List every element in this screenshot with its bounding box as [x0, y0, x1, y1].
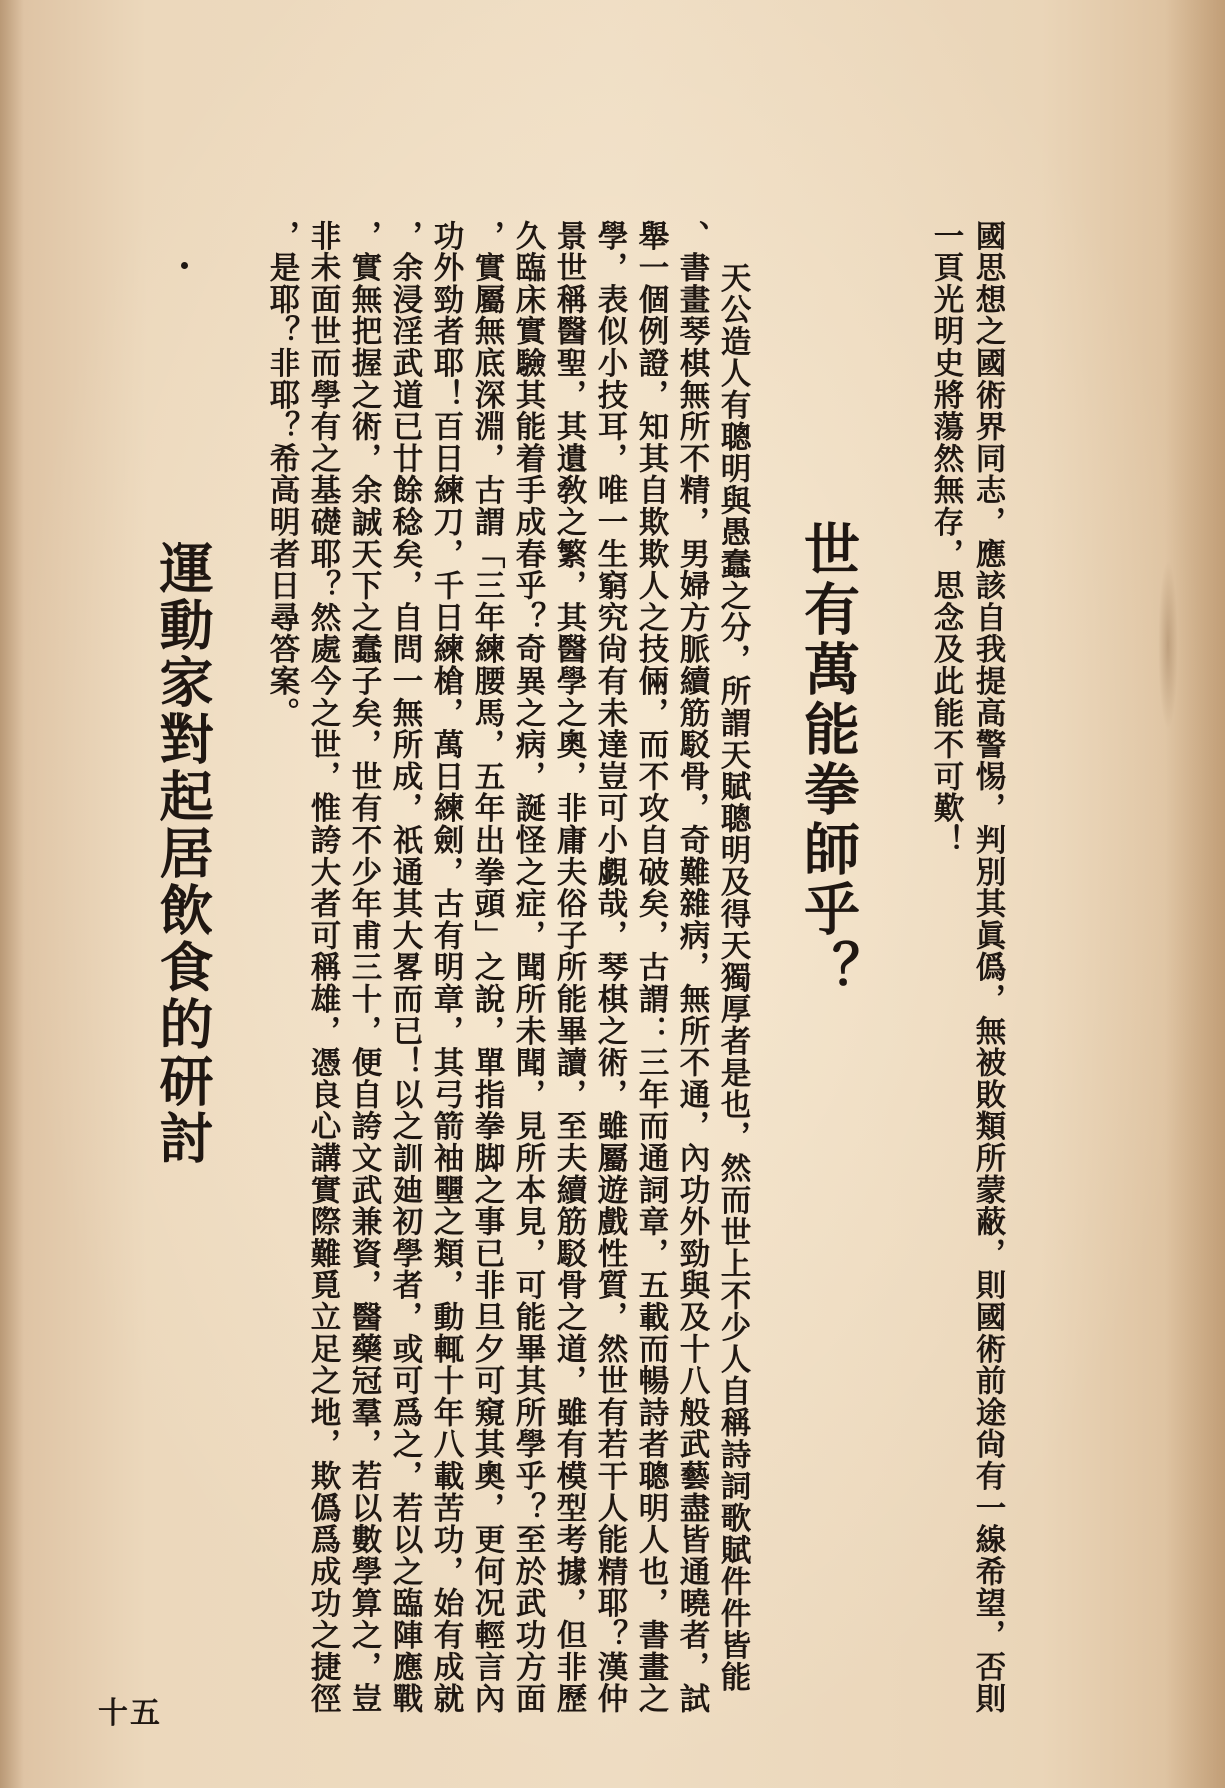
article-line-3: 舉一個例證，知其自欺欺人之技倆，而不攻自破矣，古謂：三年而通詞章，五載而暢詩者聰明人也，書畫之 [633, 220, 669, 1715]
article-line-10: ，實無把握之術，余誠天下之蠢子矣，世有不少年甫三十，便自誇文武兼資，醫藥冠羣，若以數學算之，豈 [346, 220, 382, 1715]
paper-crease [1158, 560, 1178, 730]
article-line-7: ，實屬無底深淵，古謂「三年練腰馬，五年出拳頭」之說，單指拳脚之事已非旦夕可窺其奧，更何况輕言內 [469, 220, 505, 1715]
article-line-5: 景世稱醫聖，其遺敎之繁，其醫學之奧，非庸夫俗子所能畢讀，至夫續筋駁骨之道，雖有模型考據，但非歷 [551, 220, 587, 1715]
article-line-8: 功外勁者耶！百日練刀，千日練槍，萬日練劍，古有明章，其弓箭袖壨之類，動輒十年八載苦功，始有成就 [428, 220, 464, 1715]
intro-line-2: 一頁光明史將蕩然無存，思念及此能不可歎！ [928, 220, 964, 856]
next-article-title: 運動家對起居飲食的研討 [151, 540, 215, 1167]
article-line-2: 、書畫琴棋無所不精，男婦方脈續筋駁骨，奇難雜病，無所不通，內功外勁與及十八般武藝盡皆通曉者，試 [674, 220, 710, 1715]
article-line-6: 久臨床實驗其能着手成春乎？奇異之病，誕怪之症，聞所未聞，見所本見，可能畢其所學乎？至於武功方面 [510, 220, 546, 1715]
article-title: 世有萬能拳師乎？ [795, 520, 861, 1000]
article-line-12: ，是耶？非耶？希高明者日尋答案。 [264, 220, 300, 729]
article-line-1: 天公造人有聰明與愚蠢之分，所謂天賦聰明及得天獨厚者是也，然而世上不少人自稱詩詞歌賦件件皆能 [715, 262, 751, 1693]
article-line-11: 非未面世而學有之基礎耶？然處今之世，惟誇大者可稱雄，憑良心講實際難覓立足之地，欺僞爲成功之捷徑 [305, 220, 341, 1715]
article-line-4: 學，表似小技耳，唯一生窮究尙有未達豈可小覷哉，琴棋之術，雖屬遊戲性質，然世有若干人能精耶？漢仲 [592, 220, 628, 1715]
article-line-9: ，余浸淫武道已廿餘稔矣，自問一無所成，祇通其大畧而已！以之訓廸初學者，或可爲之，若以之臨陣應戰 [387, 220, 423, 1715]
page-number: 十五 [98, 1696, 162, 1731]
section-bullet [181, 262, 188, 269]
intro-line-1: 國思想之國術界同志，應該自我提高警惕，判別其眞僞，無被敗類所蒙蔽，則國術前途尙有一線希望，否則 [970, 220, 1006, 1715]
